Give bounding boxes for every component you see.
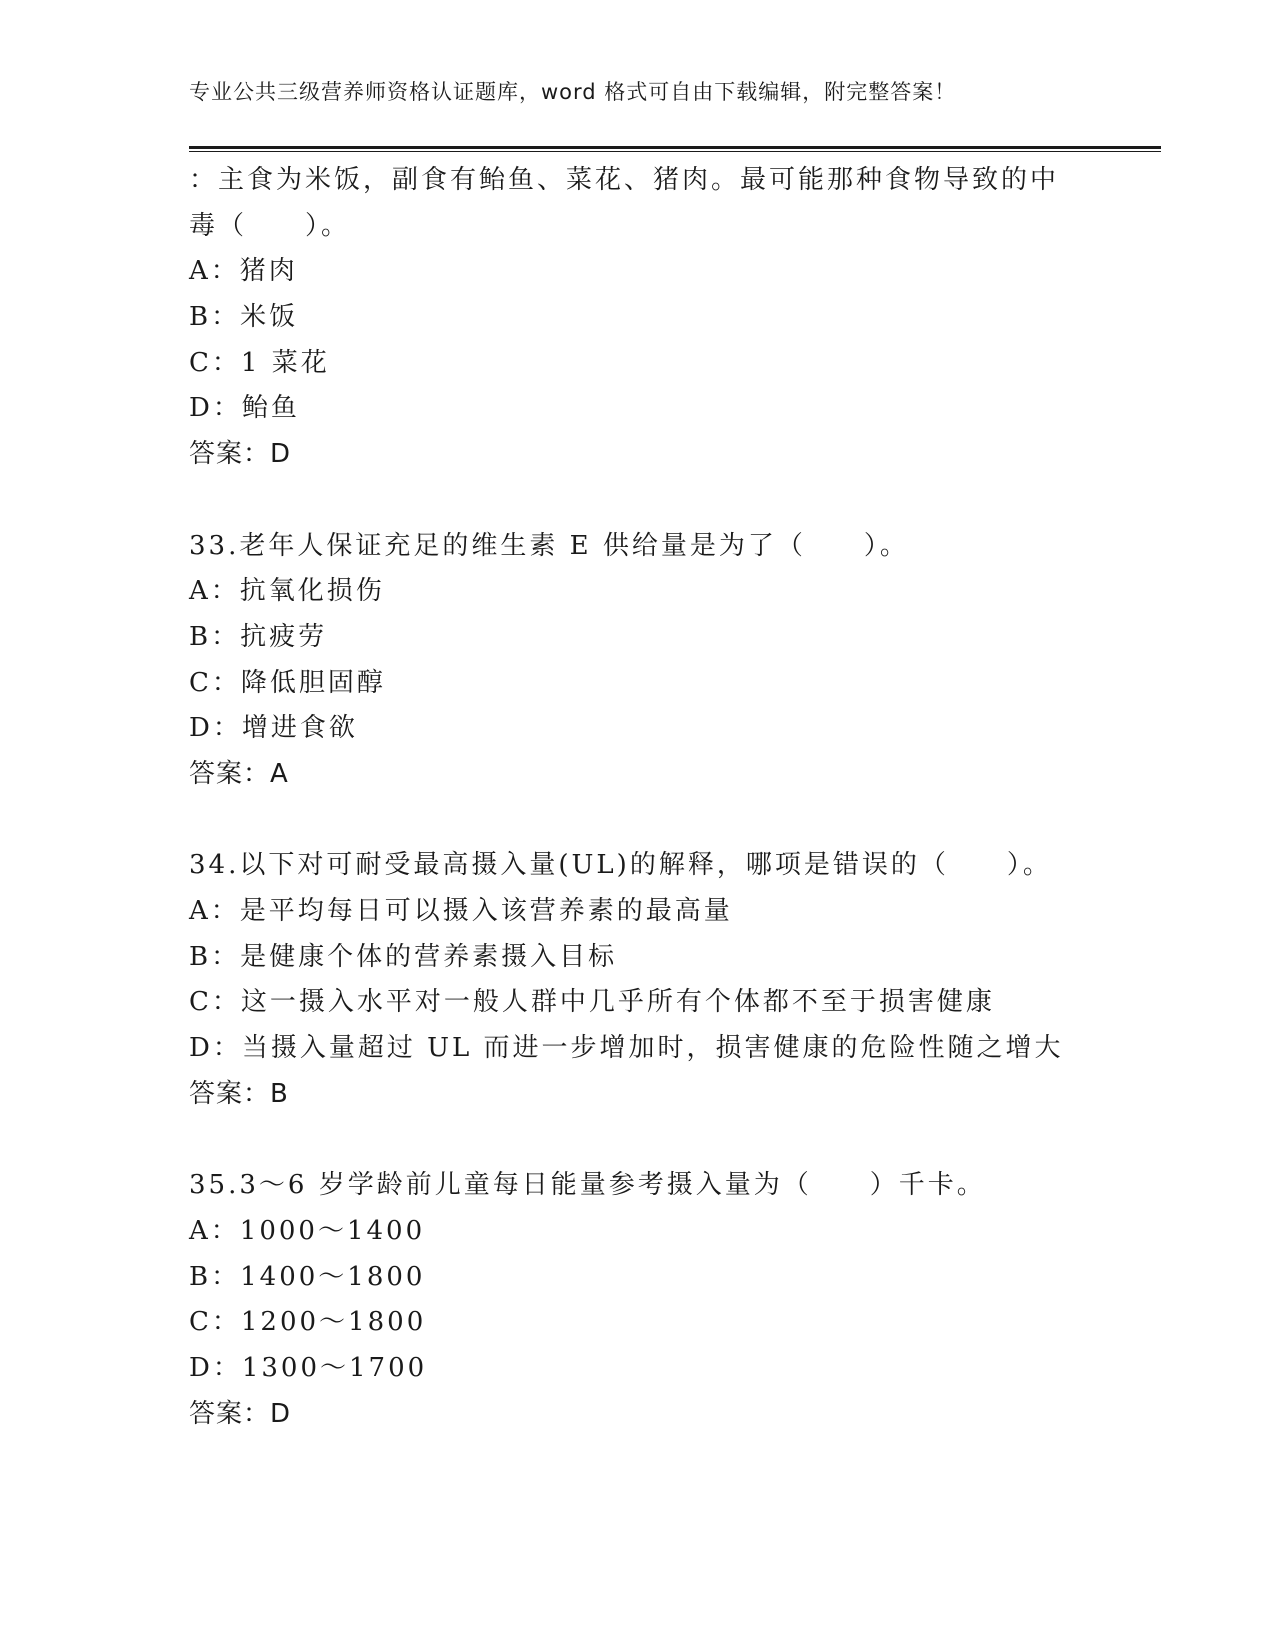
question-list [189,158,1129,1437]
option-b: B：是健康个体的营养素摄入目标 [189,941,618,972]
option-a: A：猪肉 [189,256,298,287]
question-stem: 34.以下对可耐受最高摄入量(UL)的解释，哪项是错误的（ ）。 [189,850,1052,881]
option-a: A：抗氧化损伤 [189,576,385,607]
answer-line: 答案：D [189,439,292,470]
answer-line: 答案：B [189,1078,289,1109]
option-c: C：这一摄入水平对一般人群中几乎所有个体都不至于损害健康 [189,987,995,1018]
header-divider [189,146,1161,152]
option-b: B：1400～1800 [189,1261,426,1292]
option-c: C：1200～1800 [189,1307,427,1338]
answer-line: 答案：D [189,1398,292,1429]
option-b: B：抗疲劳 [189,621,328,652]
option-a: A：1000～1400 [189,1215,426,1246]
option-d: D：增进食欲 [189,713,358,744]
blank-line [189,1117,1129,1163]
question-item [189,1163,1129,1437]
option-b: B：米饭 [189,302,299,333]
question-stem: 35.3～6 岁学龄前儿童每日能量参考摄入量为（ ）千卡。 [189,1170,986,1201]
option-a: A：是平均每日可以摄入该营养素的最高量 [189,896,733,926]
question-item [189,843,1129,1117]
question-stem: ：主食为米饭，副食有鲐鱼、菜花、猪肉。最可能那种食物导致的中 [189,165,1060,195]
blank-line [189,478,1129,524]
option-c: C：降低胆固醇 [189,667,386,698]
question-item [189,524,1129,798]
question-stem: 33.老年人保证充足的维生素 E 供给量是为了（ ）。 [189,530,909,561]
option-c: C：1 菜花 [189,347,330,378]
option-d: D：当摄入量超过 UL 而进一步增加时，损害健康的危险性随之增大 [189,1033,1064,1064]
blank-line [189,798,1129,844]
option-d: D：鲐鱼 [189,393,300,424]
option-d: D：1300～1700 [189,1352,428,1383]
answer-line: 答案：A [189,758,289,789]
question-stem: 毒（ ）。 [189,210,351,241]
question-item [189,158,1129,478]
page-header: 专业公共三级营养师资格认证题库，word 格式可自由下载编辑，附完整答案！ [189,80,957,104]
